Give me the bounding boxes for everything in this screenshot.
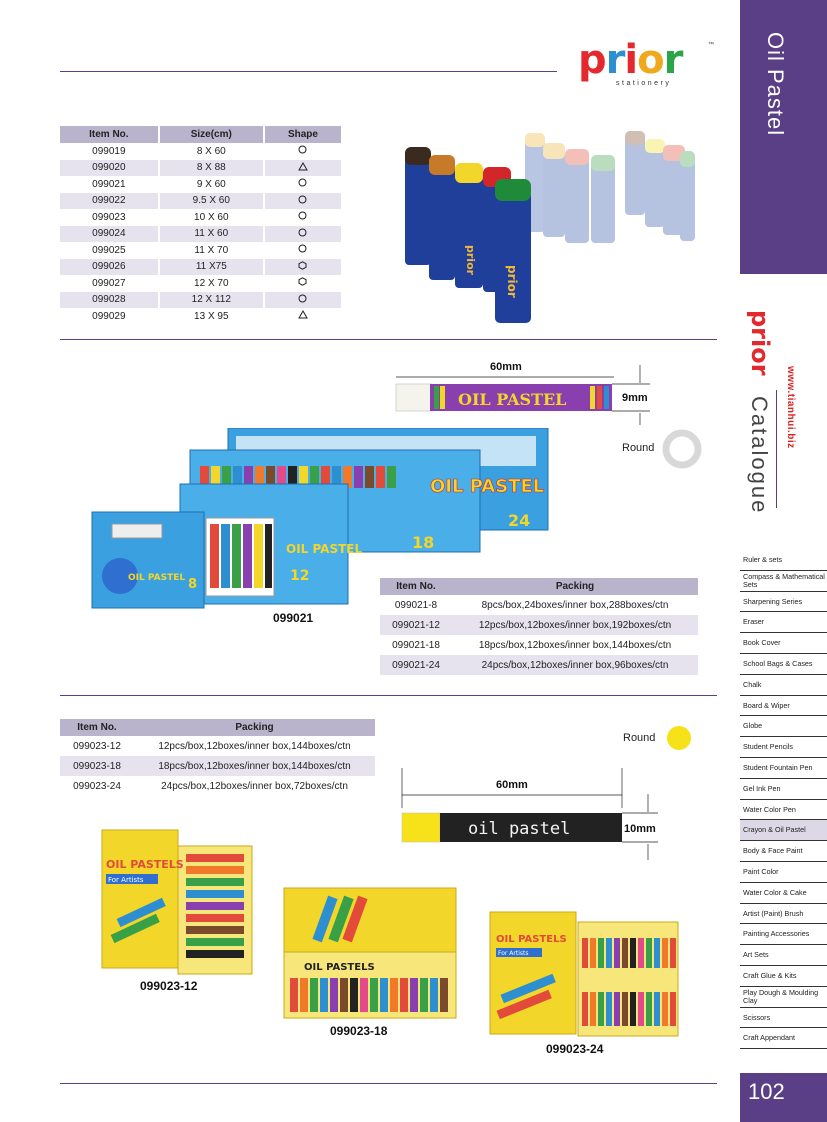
col-size: Size(cm) [159,126,264,143]
table-row [60,160,342,177]
triangle-shape-icon [264,160,342,177]
item-no: 099022 [60,193,159,210]
sidebar-category-item[interactable]: Craft Appendant [740,1028,827,1049]
table-row [60,275,342,292]
length-label-2: 60mm [496,779,528,791]
table-row [60,756,375,776]
item-no: 099020 [60,160,159,177]
packing: 18pcs/box,12boxes/inner box,144boxes/ctn [478,639,672,651]
packing: 24pcs/box,12boxes/inner box,72boxes/ctn [161,780,348,792]
box-sub-12: For Artists [108,876,144,884]
size: 11 X75 [159,259,264,276]
box-count-8: 8 [188,577,198,592]
label-099023-18: 099023-18 [330,1024,388,1038]
table-row [60,242,342,259]
size: 8 X 60 [159,143,264,160]
sidebar-category-item[interactable]: Art Sets [740,945,827,966]
sidebar-category-item[interactable]: Artist (Paint) Brush [740,904,827,925]
table-row [60,143,342,160]
sidebar-category-item[interactable]: Scissors [740,1008,827,1029]
sidebar-category-item[interactable]: Body & Face Paint [740,841,827,862]
table-row [60,209,342,226]
section-rule-2 [60,695,717,696]
table-row [60,226,342,243]
col-item: Item No. [380,578,452,595]
circle-shape-icon [264,292,342,309]
box-count-12: 12 [290,568,310,584]
circle-shape-icon [264,193,342,210]
item-no: 099021-24 [380,655,452,675]
table-row [60,736,375,756]
stick-text-2: oil pastel [468,819,571,839]
packing: 8pcs/box,24boxes/inner box,288boxes/ctn [481,599,669,611]
sidebar-category-item[interactable]: Gel Ink Pen [740,779,827,800]
brand-wordmark: prior [578,37,683,83]
stick-text-1: OIL PASTEL [458,390,567,409]
table-row [380,635,698,655]
sidebar-category-item[interactable]: School Bags & Cases [740,654,827,675]
table-row [380,655,698,675]
sidebar-category-item[interactable]: Painting Accessories [740,924,827,945]
sidebar-category-item[interactable]: Board & Wiper [740,696,827,717]
table-row [60,176,342,193]
box-sub-24: For Artists [498,950,529,957]
item-no: 099021-12 [380,615,452,635]
size-table [60,126,343,325]
item-no: 099021-8 [394,599,438,611]
circle-shape-icon [264,209,342,226]
sidebar-category-item[interactable]: Eraser [740,612,827,633]
table-row [60,193,342,210]
box-photo-099023-24 [486,908,682,1040]
diameter-label-2: 10mm [624,823,656,835]
box-photo-099023-12 [98,828,258,976]
item-no: 099028 [60,292,159,309]
packing-table-099023 [60,719,375,796]
item-no: 099027 [60,275,159,292]
col-item: Item No. [60,719,134,736]
shape-label-1: Round [622,442,655,454]
sidebar-category-item[interactable]: Sharpening Series [740,592,827,613]
sidebar-category-item[interactable]: Play Dough & Moulding Clay [740,987,827,1008]
label-099023-12: 099023-12 [140,979,198,993]
sidebar-category-item[interactable]: Globe [740,716,827,737]
length-label-1: 60mm [490,361,522,373]
sidebar-category-item[interactable]: Craft Glue & Kits [740,966,827,987]
stick-diagram-1 [390,355,680,425]
top-rule [60,71,557,72]
item-no: 099023-12 [73,740,121,752]
sidebar-title: Oil Pastel [763,32,788,137]
col-item: Item No. [60,126,159,143]
item-no: 099024 [60,226,159,243]
sidebar-logo: prior [746,310,774,376]
col-shape: Shape [264,126,342,143]
section-rule-1 [60,339,717,340]
size: 11 X 70 [159,242,264,259]
box-count-24: 24 [508,511,531,530]
shape-label-2: Round [623,732,656,744]
table-row [380,595,698,615]
size: 9 X 60 [159,176,264,193]
sidebar-category-item[interactable]: Student Pencils [740,737,827,758]
item-no: 099023 [60,209,159,226]
brand-subtitle: stationery [616,80,672,87]
circle-shape-icon [264,143,342,160]
category-list [740,550,827,1049]
product-label-099021: 099021 [273,611,314,625]
brand-tm: ™ [708,42,714,48]
box-title-8: OIL PASTEL [128,573,186,583]
sidebar-category-item[interactable]: Water Color Pen [740,800,827,821]
item-no: 099026 [60,259,159,276]
sidebar-rule [776,390,777,508]
table-row [60,776,375,796]
size: 9.5 X 60 [159,193,264,210]
round-ring-icon [661,428,703,470]
sidebar-category-item[interactable]: Water Color & Cake [740,883,827,904]
size: 12 X 112 [159,292,264,309]
box-title-18: OIL PASTELS [304,962,375,973]
table-row [60,308,342,325]
box-photo-099023-18 [280,886,460,1022]
table-row [60,292,342,309]
col-packing: Packing [452,578,698,595]
item-no: 099023-24 [73,780,121,792]
sidebar-category-item[interactable]: Chalk [740,675,827,696]
packing: 24pcs/box,12boxes/inner box,96boxes/ctn [452,655,698,675]
table-row [380,615,698,635]
size: 8 X 88 [159,160,264,177]
box-title-24b: OIL PASTELS [496,934,567,945]
round-yellow-icon [665,724,693,752]
page-number: 102 [740,1073,827,1122]
bottom-rule [60,1083,717,1084]
sidebar-category-item[interactable]: Ruler & sets [740,550,827,571]
circle-shape-icon [264,242,342,259]
sidebar-category-item[interactable]: Crayon & Oil Pastel [740,820,827,841]
item-no: 099023-18 [60,756,134,776]
size: 12 X 70 [159,275,264,292]
sidebar-category-item[interactable]: Book Cover [740,633,827,654]
label-099023-24: 099023-24 [546,1042,604,1056]
sidebar-url[interactable]: www.tianhui.biz [785,366,796,449]
packing: 12pcs/box,12boxes/inner box,192boxes/ctn [452,615,698,635]
packing: 12pcs/box,12boxes/inner box,144boxes/ctn [158,740,351,752]
col-packing: Packing [134,719,375,736]
hexagon-shape-icon [264,275,342,292]
box-title-24: OIL PASTEL [430,476,545,497]
sidebar-catalogue: Catalogue [747,396,772,515]
box-title-12: OIL PASTEL [286,542,363,556]
diameter-label-1: 9mm [622,392,648,404]
sidebar-category-item[interactable]: Student Fountain Pen [740,758,827,779]
triangle-shape-icon [264,308,342,325]
box-title-12b: OIL PASTELS [106,858,184,871]
crayon-sticks-photo [395,125,695,330]
hexagon-shape-icon [264,259,342,276]
packing: 18pcs/box,12boxes/inner box,144boxes/ctn [134,756,375,776]
sidebar-category-item[interactable]: Paint Color [740,862,827,883]
item-no: 099021-18 [392,639,440,651]
circle-shape-icon [264,226,342,243]
size: 13 X 95 [159,308,264,325]
size: 11 X 60 [159,226,264,243]
svg-text:prior: prior [464,245,477,276]
stick-diagram-2 [396,768,676,860]
item-no: 099029 [60,308,159,325]
item-no: 099021 [60,176,159,193]
item-no: 099019 [60,143,159,160]
faded-sticks [525,131,695,243]
sidebar-category-item[interactable]: Compass & Mathematical Sets [740,571,827,592]
circle-shape-icon [264,176,342,193]
svg-text:prior: prior [505,265,519,298]
packing-table-099021 [380,578,698,675]
size: 10 X 60 [159,209,264,226]
item-no: 099025 [60,242,159,259]
brand-logo [578,37,718,90]
box-count-18: 18 [412,533,435,552]
table-row [60,259,342,276]
